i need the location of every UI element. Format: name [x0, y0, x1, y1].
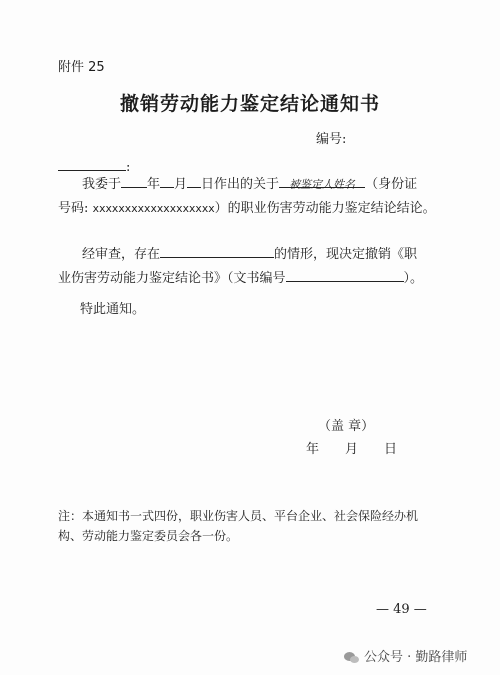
text-year: 年	[147, 177, 161, 192]
circumstance-blank	[160, 243, 274, 258]
footnote-line2: 构、劳动能力鉴定委员会各一份。	[58, 529, 239, 543]
watermark-text: 公众号 · 勤路律师	[364, 650, 468, 665]
text-day-made: 日作出的关于	[201, 177, 280, 192]
day-blank	[187, 173, 201, 188]
text-revocation-end: ）。	[403, 271, 424, 286]
paragraph-decision-line2	[58, 197, 436, 221]
document-number-label: 编号:	[316, 132, 347, 147]
text-month: 月	[174, 177, 188, 192]
footnote	[58, 506, 418, 546]
seal-placeholder: （盖 章）	[318, 419, 375, 434]
year-blank	[121, 173, 147, 188]
month-blank	[160, 173, 174, 188]
text-doc-reference: 业伤害劳动能力鉴定结论书》（文书编号	[58, 271, 286, 286]
text-upon-review: 经审查，存在	[82, 247, 161, 262]
source-watermark	[344, 646, 467, 665]
paragraph-decision-line1	[58, 173, 436, 197]
date-placeholder: 年 月 日	[306, 442, 398, 457]
doc-number-blank	[286, 267, 404, 282]
text-id-open: （身份证	[365, 177, 418, 192]
paragraph-revocation-line2	[58, 267, 423, 291]
paragraph-revocation	[58, 243, 423, 291]
text-id-label: 号码:	[58, 201, 89, 216]
document-title: 撤销劳动能力鉴定结论通知书	[119, 93, 380, 115]
footnote-line1: 注：本通知书一式四份，职业伤害人员、平台企业、社会保险经办机	[58, 509, 419, 523]
attachment-label: 附件 25	[58, 60, 105, 75]
text-we-on: 我委于	[82, 177, 122, 192]
paragraph-decision	[58, 173, 436, 221]
page-number: — 49 —	[376, 602, 427, 617]
appraised-name-field: 被鉴定人姓名	[279, 173, 365, 188]
closing-notice: 特此通知。	[80, 302, 146, 317]
id-number-field: xxxxxxxxxxxxxxxxxxx	[92, 202, 215, 215]
wechat-icon	[344, 651, 360, 665]
text-decision-end: ）的职业伤害劳动能力鉴定结论结论。	[214, 201, 436, 216]
text-revoke-decision: 的情形，现决定撤销《职	[274, 247, 418, 262]
addressee-blank	[58, 156, 126, 171]
paragraph-revocation-line1	[58, 243, 423, 267]
addressee-colon: :	[126, 160, 131, 175]
